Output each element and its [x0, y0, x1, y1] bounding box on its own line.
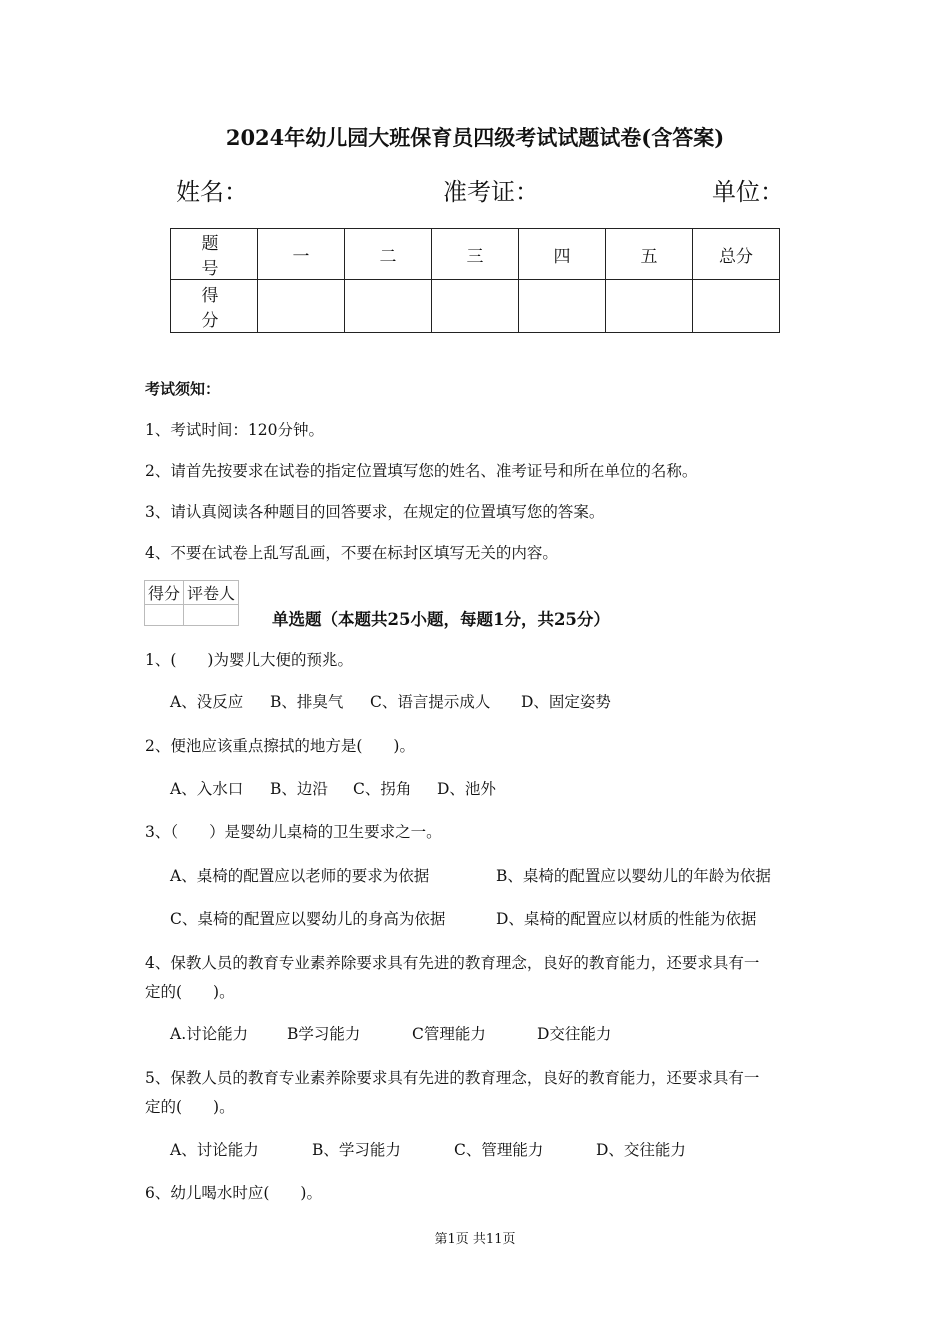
notice-item: 2、请首先按要求在试卷的指定位置填写您的姓名、准考证号和所在单位的名称。: [145, 462, 698, 480]
score-entry-cell: [693, 280, 780, 333]
option: B学习能力: [287, 1025, 361, 1043]
score-entry-cell: [606, 280, 693, 333]
option: A、讨论能力: [170, 1141, 259, 1159]
option: A、没反应: [170, 693, 244, 711]
grader-score-cell: [145, 605, 184, 626]
score-table-cell: 总分: [693, 229, 780, 280]
option: B、学习能力: [312, 1141, 401, 1159]
option: D、固定姿势: [521, 693, 611, 711]
score-table: [170, 228, 780, 333]
option: C、管理能力: [454, 1141, 544, 1159]
option: C、桌椅的配置应以婴幼儿的身高为依据: [170, 910, 446, 928]
score-table-score-row: [171, 280, 780, 333]
question-4-line2: 定的( )。: [145, 983, 235, 1001]
score-entry-cell: [519, 280, 606, 333]
score-table-cell: 三: [432, 229, 519, 280]
option: D、交往能力: [596, 1141, 686, 1159]
notice-item: 3、请认真阅读各种题目的回答要求，在规定的位置填写您的答案。: [145, 503, 605, 521]
score-table-cell: 四: [519, 229, 606, 280]
option: B、桌椅的配置应以婴幼儿的年龄为依据: [496, 867, 771, 885]
grader-cell: [184, 605, 239, 626]
grader-label: 评卷人: [184, 581, 239, 605]
score-entry-cell: [432, 280, 519, 333]
score-table-cell: 题 号: [171, 229, 258, 280]
option: D交往能力: [537, 1025, 612, 1043]
exam-id-label: 准考证：: [443, 178, 539, 206]
question-4-line1: 4、保教人员的教育专业素养除要求具有先进的教育理念，良好的教育能力，还要求具有一: [145, 954, 760, 972]
score-table-header-row: [171, 229, 780, 280]
option: B、边沿: [270, 780, 328, 798]
name-label: 姓名：: [176, 178, 248, 206]
score-table-cell: 一: [258, 229, 345, 280]
question-6: 6、幼儿喝水时应( )。: [145, 1184, 322, 1202]
grader-box: [144, 580, 239, 626]
question-3: 3、（ ）是婴幼儿桌椅的卫生要求之一。: [145, 823, 442, 841]
score-table-cell: 二: [345, 229, 432, 280]
page-footer: 第1页 共11页: [434, 1232, 516, 1247]
notice-item: 1、考试时间：120分钟。: [145, 421, 324, 439]
score-table-cell: 得 分: [171, 280, 258, 333]
option: B、排臭气: [270, 693, 344, 711]
page-title: 2024年幼儿园大班保育员四级考试试题试卷(含答案): [225, 125, 725, 150]
unit-label: 单位：: [712, 178, 784, 206]
score-entry-cell: [345, 280, 432, 333]
notice-item: 4、不要在试卷上乱写乱画，不要在标封区填写无关的内容。: [145, 544, 558, 562]
option: C管理能力: [412, 1025, 486, 1043]
question-5-line2: 定的( )。: [145, 1098, 235, 1116]
section-title: 单选题（本题共25小题，每题1分，共25分）: [272, 610, 610, 629]
option: D、桌椅的配置应以材质的性能为依据: [496, 910, 757, 928]
option: A、桌椅的配置应以老师的要求为依据: [170, 867, 430, 885]
question-5-line1: 5、保教人员的教育专业素养除要求具有先进的教育理念，良好的教育能力，还要求具有一: [145, 1069, 760, 1087]
question-2: 2、便池应该重点擦拭的地方是( )。: [145, 737, 415, 755]
option: A.讨论能力: [170, 1025, 249, 1043]
notice-title: 考试须知：: [145, 380, 221, 398]
option: A、入水口: [170, 780, 244, 798]
option: C、拐角: [353, 780, 412, 798]
grader-score-label: 得分: [145, 581, 184, 605]
score-table-cell: 五: [606, 229, 693, 280]
question-1: 1、( )为婴儿大便的预兆。: [145, 651, 353, 669]
option: D、池外: [437, 780, 496, 798]
option: C、语言提示成人: [370, 693, 491, 711]
